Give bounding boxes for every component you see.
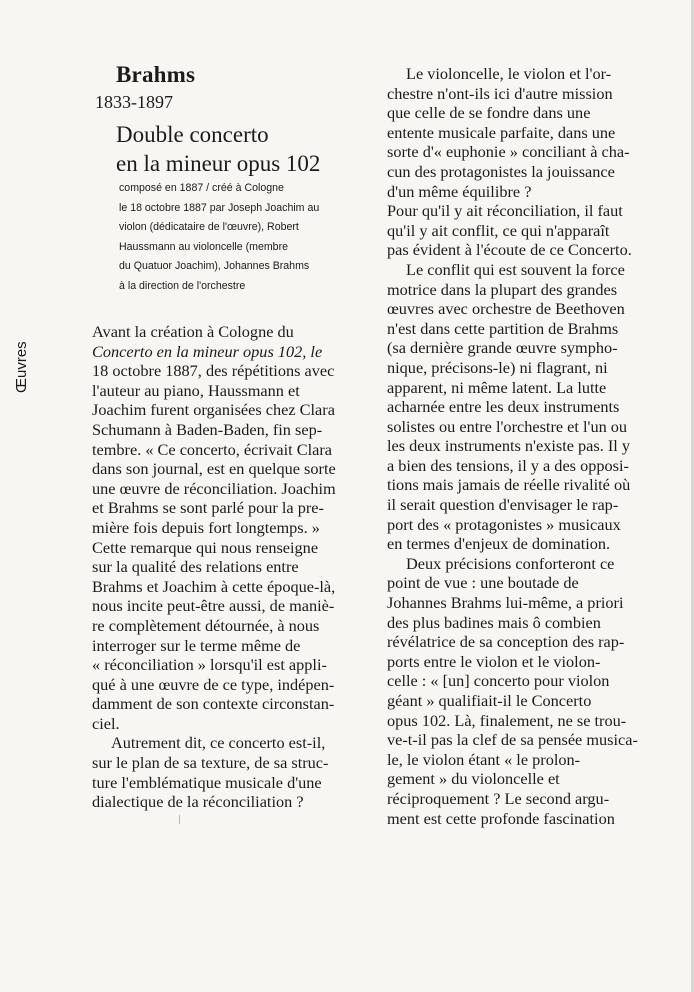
text-line: dans son journal, est en quelque sorte xyxy=(92,459,336,479)
text-line: nous incite peut-être aussi, de maniè- xyxy=(92,596,335,616)
text-line: des plus badines mais ô combien xyxy=(387,612,601,632)
credits-line: le 18 octobre 1887 par Joseph Joachim au xyxy=(119,201,320,214)
text-line: a bien des tensions, il y a des opposi- xyxy=(387,455,629,475)
text-line: (sa dernière grande œuvre sympho- xyxy=(387,338,618,358)
left-column xyxy=(92,322,372,812)
credits-line: violon (dédicataire de l'œuvre), Robert xyxy=(119,221,299,234)
text-line: d'un même équilibre ? xyxy=(387,181,532,201)
text-line: tions mais jamais de réelle rivalité où xyxy=(387,475,631,495)
text-line: Autrement dit, ce concerto est-il, xyxy=(111,733,326,753)
premiere-credits xyxy=(119,179,359,297)
credits-line: du Quatuor Joachim), Johannes Brahms xyxy=(119,260,310,273)
text-line xyxy=(92,342,372,362)
text-line: les deux instruments n'existe pas. Il y xyxy=(387,436,631,456)
work-title-line: Double concerto xyxy=(116,122,269,147)
text-line: qué à une œuvre de ce type, indépen- xyxy=(92,674,335,694)
text-line: que celle de se fondre dans une xyxy=(387,103,591,123)
text-line: sorte d'« euphonie » conciliant à cha- xyxy=(387,142,630,162)
text-line: n'est dans cette partition de Brahms xyxy=(387,318,619,338)
text-line: ports entre le violon et le violon- xyxy=(387,651,601,671)
text-line: « réconciliation » lorsqu'il est appli- xyxy=(92,655,327,675)
text-line: port des « protagonistes » musicaux xyxy=(387,514,621,534)
text-line: révélatrice de sa conception des rap- xyxy=(387,632,625,652)
text-line: Pour qu'il y ait réconciliation, il faut xyxy=(387,201,623,221)
right-column xyxy=(387,64,667,828)
text-line: Brahms et Joachim à cette époque-là, xyxy=(92,576,336,596)
text-line: géant » qualifiait-il le Concerto xyxy=(387,691,592,710)
text-line: dialectique de la réconciliation ? xyxy=(92,792,304,812)
text-line: solistes ou entre l'orchestre et l'un ou xyxy=(387,416,628,436)
text-line: ment est cette profonde fascination xyxy=(387,808,615,828)
text-line: apparent, ni même latent. La lutte xyxy=(387,377,607,397)
text-line: qu'il y ait conflit, ce qui n'apparaît xyxy=(387,220,610,240)
text-line: ve-t-il pas la clef de sa pensée musica- xyxy=(387,730,638,750)
text-line: opus 102. Là, finalement, ne se trou- xyxy=(387,710,627,730)
text-line: interroger sur le terme même de xyxy=(92,635,301,655)
text-line: Cette remarque qui nous renseigne xyxy=(92,537,319,557)
text-line: celle : « [un] concerto pour violon xyxy=(387,671,610,691)
text-line: une œuvre de réconciliation. Joachim xyxy=(92,478,336,498)
text-line: point de vue : une boutade de xyxy=(387,573,579,593)
credits-line: à la direction de l'orchestre xyxy=(119,279,246,292)
work-title xyxy=(116,120,376,178)
section-label-wrap xyxy=(13,343,33,393)
text-line: l'auteur au piano, Haussmann et xyxy=(92,380,300,400)
fold-mark xyxy=(179,815,180,824)
credits-line: composé en 1887 / créé à Cologne xyxy=(119,182,284,194)
section-label: Œuvres xyxy=(13,341,30,393)
text-line: 18 octobre 1887, des répétitions avec xyxy=(92,361,335,381)
text-line: damment de son contexte circonstan- xyxy=(92,694,335,714)
text-line: ture l'emblématique musicale d'une xyxy=(92,772,322,792)
text-line: Deux précisions conforteront ce xyxy=(406,553,615,573)
text-line: re complètement détournée, à nous xyxy=(92,615,320,635)
text-line: Avant la création à Cologne du xyxy=(92,322,294,341)
text-line: sur le plan de sa texture, de sa struc- xyxy=(92,753,329,773)
text-line: tembre. « Ce concerto, écrivait Clara xyxy=(92,439,333,459)
text-line: réciproquement ? Le second argu- xyxy=(387,788,610,808)
text-line: Le violoncelle, le violon et l'or- xyxy=(406,64,612,83)
work-title-line: en la mineur opus 102 xyxy=(116,151,321,176)
text-line: motrice dans la plupart des grandes xyxy=(387,279,618,299)
composer-name: Brahms xyxy=(116,62,196,87)
text-line: chestre n'ont-ils ici d'autre mission xyxy=(387,83,613,103)
text-line: cun des protagonistes la jouissance xyxy=(387,161,615,181)
text-line: le, le violon étant « le prolon- xyxy=(387,749,581,769)
text-line: Johannes Brahms lui-même, a priori xyxy=(387,593,624,613)
composer-dates: 1833-1897 xyxy=(95,92,173,112)
text-line: il serait question d'envisager le rap- xyxy=(387,495,619,515)
credits-line: Haussmann au violoncelle (membre xyxy=(119,240,288,253)
text-line: en termes d'enjeux de domination. xyxy=(387,534,611,554)
text-line: ciel. xyxy=(92,713,120,733)
text-line: et Brahms se sont parlé pour la pre- xyxy=(92,498,324,518)
text-line: nique, précisons-le) ni flagrant, ni xyxy=(387,357,608,377)
text-line: œuvres avec orchestre de Beethoven xyxy=(387,299,625,319)
text-line: gement » du violoncelle et xyxy=(387,769,560,789)
text-line: Joachim furent organisées chez Clara xyxy=(92,400,335,420)
text-line: pas évident à l'écoute de ce Concerto. xyxy=(387,240,632,260)
text-line: sur la qualité des relations entre xyxy=(92,557,299,577)
text-line: mière fois depuis fort longtemps. » xyxy=(92,517,320,537)
work-reference: Concerto en la mineur opus 102, le xyxy=(92,341,323,361)
text-line: acharnée entre les deux instruments xyxy=(387,397,620,417)
text-line: Le conflit qui est souvent la force xyxy=(406,259,625,279)
text-line: Schumann à Baden-Baden, fin sep- xyxy=(92,419,323,439)
text-line: entente musicale parfaite, dans une xyxy=(387,122,616,142)
